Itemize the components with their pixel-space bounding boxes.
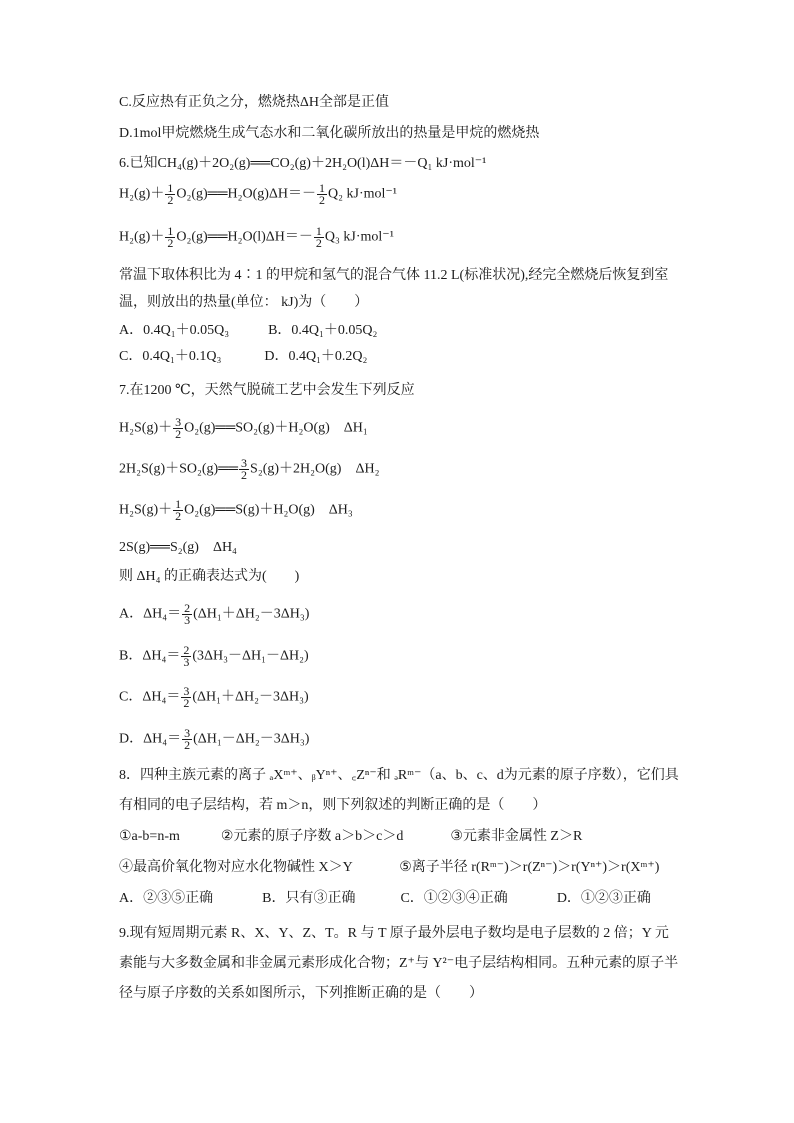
q6-options-row-2 bbox=[119, 348, 367, 366]
option-fraction bbox=[182, 603, 192, 626]
fraction-denominator: 2 bbox=[319, 193, 326, 207]
q8-statements-row-2 bbox=[119, 859, 659, 877]
q6-option-c: C．0.4Q₁＋0.1Q₃ bbox=[119, 349, 222, 364]
q6-eq2-fraction bbox=[165, 183, 175, 206]
q6-eq2-tail: Q₂ kJ·mol⁻¹ bbox=[328, 186, 397, 202]
q6-eq2-left: H₂(g)＋ bbox=[119, 186, 165, 202]
fraction-denominator: 2 bbox=[175, 509, 182, 523]
q7-r2-fraction bbox=[239, 458, 249, 481]
q6-eq2-right: O₂(g)══H₂O(g)ΔH＝－ bbox=[176, 186, 317, 202]
option-fraction bbox=[181, 686, 191, 709]
q7-reaction-3 bbox=[119, 499, 353, 522]
q8-stem-line-1: 8．四种主族元素的离子 ₐXᵐ⁺、ᵦYⁿ⁺、꜀Zⁿ⁻和 ₔRᵐ⁻（a、b、c、d为元素的原子序数），它们具 bbox=[119, 768, 679, 783]
q7-option-b bbox=[119, 645, 309, 668]
option-prefix: C．ΔH₄＝ bbox=[119, 689, 181, 705]
option-prefix: D．ΔH₄＝ bbox=[119, 731, 182, 747]
q8-statement-1: ①a-b=n-m bbox=[119, 829, 180, 844]
q7-r3-fraction bbox=[173, 499, 183, 522]
q7-question: 则 ΔH₄ 的正确表达式为( ) bbox=[119, 569, 300, 584]
fraction-numerator: 3 bbox=[241, 456, 248, 470]
q7-stem: 7.在1200 ℃，天然气脱硫工艺中会发生下列反应 bbox=[119, 383, 415, 398]
option-expression: (ΔH₁＋ΔH₂－3ΔH₃) bbox=[192, 689, 309, 705]
fraction-numerator: 3 bbox=[175, 415, 182, 429]
q7-r3-left: H₂S(g)＋ bbox=[119, 502, 173, 518]
fraction-denominator: 2 bbox=[175, 427, 182, 441]
option-expression: (ΔH₁－ΔH₂－3ΔH₃) bbox=[193, 731, 310, 747]
fraction-denominator: 3 bbox=[184, 613, 191, 627]
fraction-denominator: 2 bbox=[167, 236, 174, 250]
q7-reaction-1 bbox=[119, 417, 368, 440]
q5-option-d: D.1mol甲烷燃烧生成气态水和二氧化碳所放出的热量是甲烷的燃烧热 bbox=[119, 126, 540, 141]
q8-statement-5: ⑤离子半径 r(Rᵐ⁻)＞r(Zⁿ⁻)＞r(Yⁿ⁺)＞r(Xᵐ⁺) bbox=[399, 860, 660, 875]
option-prefix: B．ΔH₄＝ bbox=[119, 648, 181, 664]
fraction-denominator: 2 bbox=[315, 236, 322, 250]
q9-stem-line-2: 素能与大多数金属和非金属元素形成化合物；Z⁺与 Y²⁻电子层结构相同。五种元素的原子半 bbox=[119, 956, 679, 971]
q8-options bbox=[119, 890, 651, 908]
fraction-denominator: 2 bbox=[167, 193, 174, 207]
option-prefix: A．ΔH₄＝ bbox=[119, 606, 182, 622]
fraction-denominator: 2 bbox=[184, 738, 191, 752]
q6-eq3-fraction bbox=[165, 226, 175, 249]
q7-option-c bbox=[119, 686, 309, 709]
q8-statement-4: ④最高价氧化物对应水化物碱性 X＞Y bbox=[119, 860, 353, 875]
q8-statement-2: ②元素的原子序数 a＞b＞c＞d bbox=[220, 829, 404, 844]
q6-eq3-tail: Q₃ kJ·mol⁻¹ bbox=[324, 229, 394, 245]
q7-r1-right: O₂(g)══SO₂(g)＋H₂O(g) ΔH₁ bbox=[184, 420, 368, 436]
q8-option-b: B．只有③正确 bbox=[262, 891, 356, 906]
q6-body-line-2: 温，则放出的热量(单位： kJ)为（ ） bbox=[119, 295, 369, 310]
fraction-denominator: 2 bbox=[183, 696, 190, 710]
q6-option-d: D．0.4Q₁＋0.2Q₂ bbox=[264, 349, 368, 364]
q6-options-row-1 bbox=[119, 322, 377, 340]
q6-eq3-right: O₂(g)══H₂O(l)ΔH＝－ bbox=[176, 229, 313, 245]
q8-option-d: D．①②③正确 bbox=[556, 891, 651, 906]
fraction-numerator: 1 bbox=[315, 224, 322, 238]
q8-option-a: A．②③⑤正确 bbox=[119, 891, 214, 906]
fraction-numerator: 1 bbox=[167, 181, 174, 195]
q6-stem: 6.已知CH₄(g)＋2O₂(g)══CO₂(g)＋2H₂O(l)ΔH＝－Q₁ kJ·mol⁻¹ bbox=[119, 156, 487, 171]
q7-r2-right: S₂(g)＋2H₂O(g) ΔH₂ bbox=[250, 461, 380, 477]
q7-reaction-2 bbox=[119, 458, 379, 481]
q6-option-a: A．0.4Q₁＋0.05Q₃ bbox=[119, 323, 230, 338]
q7-r1-fraction bbox=[173, 417, 183, 440]
q6-eq3-left: H₂(g)＋ bbox=[119, 229, 165, 245]
q7-r2-left: 2H₂S(g)＋SO₂(g)══ bbox=[119, 461, 239, 477]
q5-option-c: C.反应热有正负之分，燃烧热ΔH全部是正值 bbox=[119, 95, 389, 110]
fraction-denominator: 2 bbox=[241, 468, 248, 482]
q7-reaction-4: 2S(g)══S₂(g) ΔH₄ bbox=[119, 540, 237, 555]
q8-statements-row-1 bbox=[119, 828, 582, 846]
fraction-numerator: 2 bbox=[184, 601, 191, 615]
q6-equation-3 bbox=[119, 226, 394, 249]
q6-eq3-fraction-2 bbox=[314, 226, 324, 249]
q9-stem-line-3: 径与原子序数的关系如图所示，下列推断正确的是（ ） bbox=[119, 986, 483, 1001]
fraction-numerator: 1 bbox=[175, 497, 182, 511]
option-expression: (ΔH₁＋ΔH₂－3ΔH₃) bbox=[193, 606, 310, 622]
q7-r1-left: H₂S(g)＋ bbox=[119, 420, 173, 436]
option-fraction bbox=[182, 728, 192, 751]
fraction-numerator: 3 bbox=[183, 684, 190, 698]
q6-equation-2 bbox=[119, 183, 397, 206]
option-expression: (3ΔH₃－ΔH₁－ΔH₂) bbox=[192, 648, 309, 664]
q8-statement-3: ③元素非金属性 Z＞R bbox=[450, 829, 583, 844]
fraction-numerator: 2 bbox=[183, 643, 190, 657]
q6-body-line-1: 常温下取体积比为 4∶1 的甲烷和氢气的混合气体 11.2 L(标准状况),经完全燃烧后恢复到室 bbox=[119, 268, 669, 283]
q7-r3-right: O₂(g)══S(g)＋H₂O(g) ΔH₃ bbox=[184, 502, 353, 518]
fraction-numerator: 3 bbox=[184, 726, 191, 740]
q7-option-d bbox=[119, 728, 309, 751]
q8-option-c: C．①②③④正确 bbox=[400, 891, 508, 906]
fraction-denominator: 3 bbox=[183, 655, 190, 669]
q7-option-a bbox=[119, 603, 309, 626]
q6-eq2-fraction-2 bbox=[317, 183, 327, 206]
q8-stem-line-2: 有相同的电子层结构，若 m＞n，则下列叙述的判断正确的是（ ） bbox=[119, 798, 547, 813]
q6-option-b: B．0.4Q₁＋0.05Q₂ bbox=[268, 323, 378, 338]
fraction-numerator: 1 bbox=[167, 224, 174, 238]
option-fraction bbox=[181, 645, 191, 668]
q9-stem-line-1: 9.现有短周期元素 R、X、Y、Z、T。R 与 T 原子最外层电子数均是电子层数的 2 倍；Y 元 bbox=[119, 926, 669, 941]
fraction-numerator: 1 bbox=[319, 181, 326, 195]
